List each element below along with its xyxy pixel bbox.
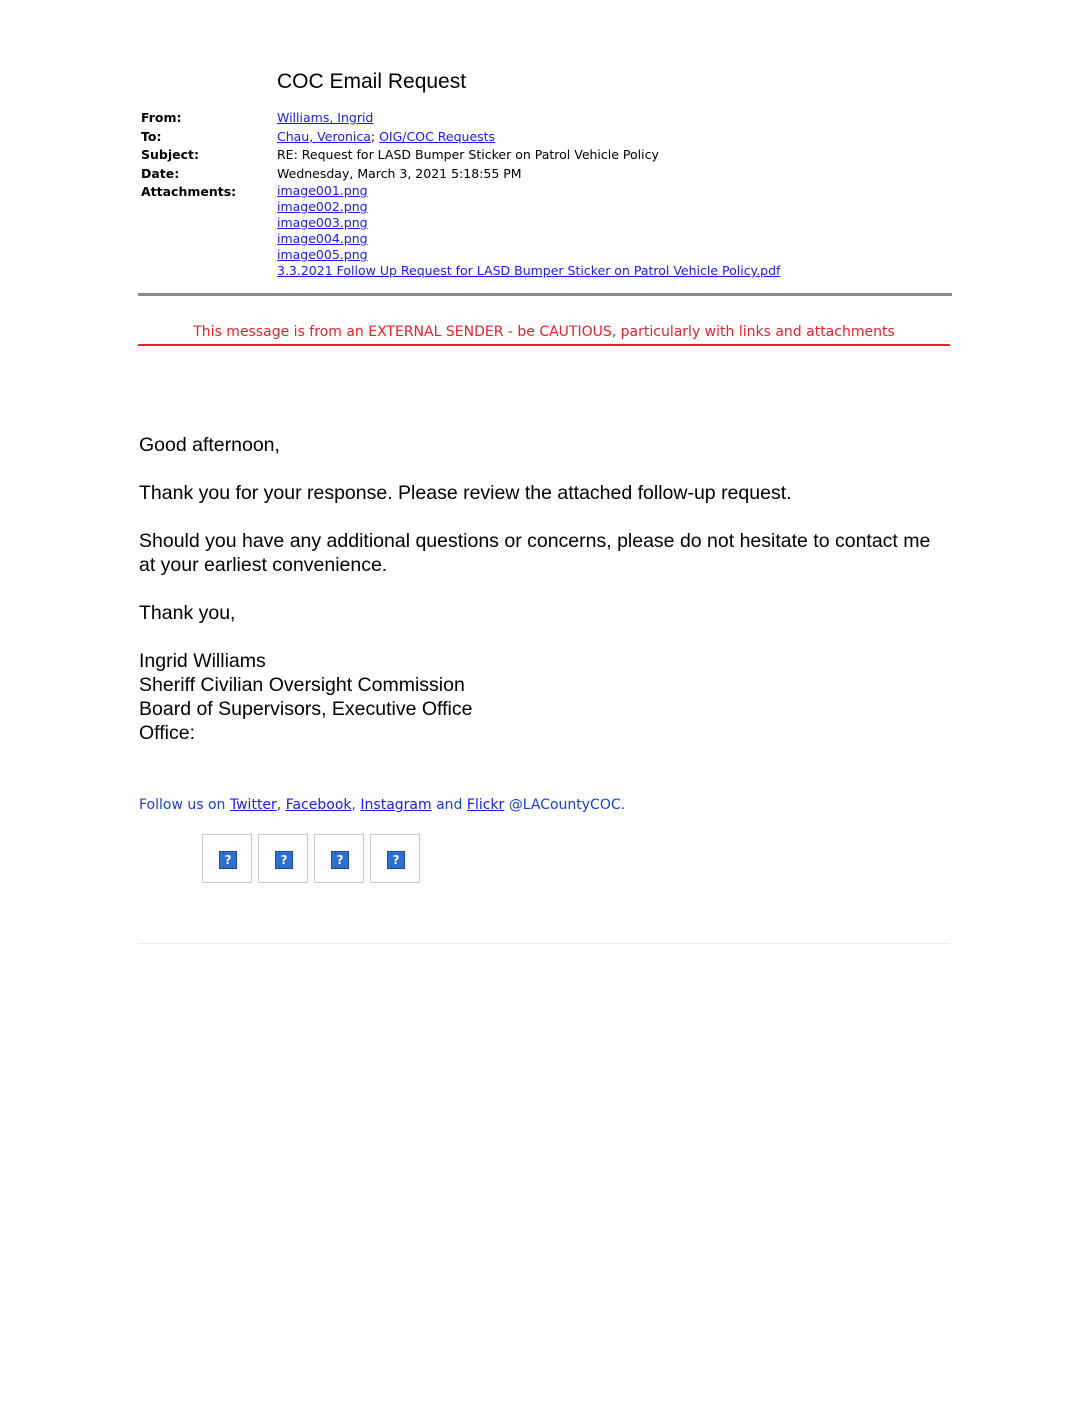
to-separator: ; xyxy=(370,128,380,144)
email-title: COC Email Request xyxy=(277,70,467,93)
attachment-link[interactable]: image001.png xyxy=(277,183,368,198)
signature-line: Office: xyxy=(139,722,195,744)
external-sender-warning: This message is from an EXTERNAL SENDER - be CAUTIOUS, particularly with links and attachments xyxy=(138,324,950,346)
subject-row xyxy=(141,146,961,165)
to-link-1[interactable]: Chau, Veronica xyxy=(277,128,371,144)
flickr-link[interactable]: Flickr xyxy=(466,797,505,813)
date-row xyxy=(141,165,961,184)
social-icons xyxy=(202,834,420,883)
signature xyxy=(139,649,939,745)
social-icon-box[interactable] xyxy=(370,834,420,883)
attachment-link[interactable]: image004.png xyxy=(277,231,368,246)
follow-handle: @LACountyCOC. xyxy=(504,797,626,813)
greeting: Good afternoon, xyxy=(139,434,280,456)
missing-image-icon: ? xyxy=(219,851,237,869)
social-icon-box[interactable] xyxy=(258,834,308,883)
subject-label: Subject: xyxy=(141,147,199,162)
email-header xyxy=(141,109,961,279)
missing-image-icon: ? xyxy=(331,851,349,869)
body-paragraph: Should you have any additional questions or concerns, please do not hesitate to contact me at your earliest convenience. xyxy=(139,530,931,576)
signature-line: Board of Supervisors, Executive Office xyxy=(139,698,473,720)
follow-comma: , xyxy=(351,797,361,813)
body-paragraph: Thank you for your response. Please review the attached follow-up request. xyxy=(139,482,792,504)
missing-image-icon: ? xyxy=(387,851,405,869)
to-link-2[interactable]: OIG/COC Requests xyxy=(379,128,496,144)
attachment-link[interactable]: image003.png xyxy=(277,215,368,230)
attachment-link[interactable]: image002.png xyxy=(277,199,368,214)
attachments-row xyxy=(141,183,961,279)
closing: Thank you, xyxy=(139,602,236,624)
follow-prefix: Follow us on xyxy=(139,797,230,813)
to-label: To: xyxy=(141,128,162,144)
attachment-link[interactable]: 3.3.2021 Follow Up Request for LASD Bumper Sticker on Patrol Vehicle Policy.pdf xyxy=(277,263,781,278)
date-value: Wednesday, March 3, 2021 5:18:55 PM xyxy=(277,165,522,181)
signature-line: Sheriff Civilian Oversight Commission xyxy=(139,674,465,696)
twitter-link[interactable]: Twitter xyxy=(229,797,277,813)
missing-image-icon: ? xyxy=(275,851,293,869)
follow-us-line xyxy=(139,797,625,813)
follow-and: and xyxy=(431,797,467,813)
follow-comma: , xyxy=(276,797,286,813)
instagram-link[interactable]: Instagram xyxy=(360,797,432,813)
social-icon-box[interactable] xyxy=(202,834,252,883)
footer-divider xyxy=(138,943,950,944)
social-icon-box[interactable] xyxy=(314,834,364,883)
attachment-link[interactable]: image005.png xyxy=(277,247,368,262)
email-body xyxy=(139,433,939,745)
facebook-link[interactable]: Facebook xyxy=(285,797,352,813)
to-row xyxy=(141,128,961,147)
header-divider xyxy=(138,293,952,296)
attachments-label: Attachments: xyxy=(141,184,237,199)
signature-line: Ingrid Williams xyxy=(139,650,266,672)
from-link[interactable]: Williams, Ingrid xyxy=(277,110,374,125)
date-label: Date: xyxy=(141,165,180,181)
from-label: From: xyxy=(141,110,182,125)
from-row xyxy=(141,109,961,128)
subject-value: RE: Request for LASD Bumper Sticker on Patrol Vehicle Policy xyxy=(277,147,659,162)
attachments-list xyxy=(277,183,961,279)
